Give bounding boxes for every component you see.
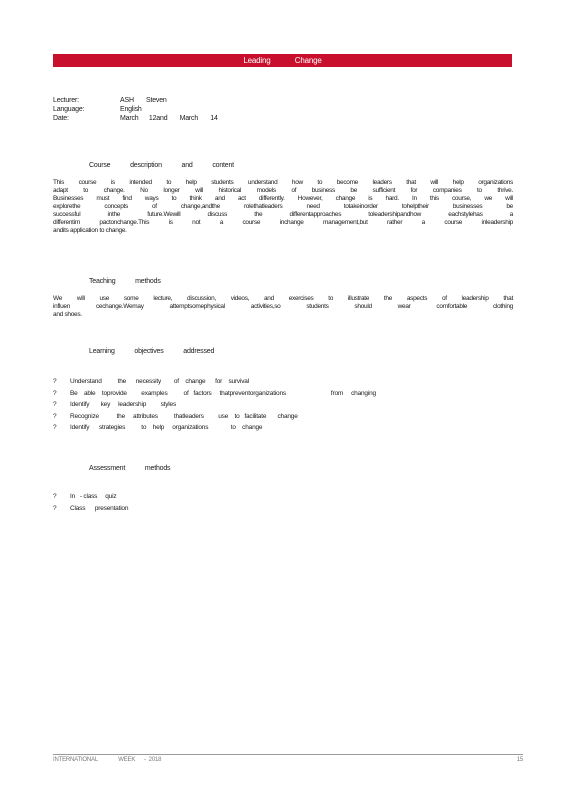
- bullet-glyph: ?: [53, 493, 57, 500]
- assessment-list: [53, 491, 128, 514]
- meta-key: Lecturer:: [53, 97, 79, 104]
- list-item: ? Understand the necessity of change for survival: [53, 376, 376, 388]
- page-number: 15: [516, 757, 523, 763]
- meta-value: ASH Steven: [120, 97, 167, 104]
- meta-language: [53, 105, 218, 114]
- course-meta: [53, 96, 218, 123]
- bullet-glyph: ?: [53, 401, 57, 408]
- page-title: Leading Change: [243, 56, 322, 65]
- footer-divider: [53, 754, 523, 755]
- meta-date: [53, 114, 218, 123]
- text-line: We will use some lecture, discussion, videos, and exercises to illustrate the aspects of leadership that: [53, 295, 513, 302]
- list-item: ? Identify key leadership styles: [53, 399, 376, 411]
- meta-value: March 12and March 14: [120, 115, 218, 122]
- list-item: ? Recognize the attributes thatleaders use to facilitate change: [53, 411, 376, 423]
- text-line: This course is intended to help students understand how to become leaders that will help organizations: [53, 179, 513, 186]
- teaching-heading: Teaching methods: [89, 278, 161, 285]
- text-line: differentim pactonchange.This is not a course inchange management,but rather a course inleadership: [53, 219, 513, 226]
- meta-key: Date:: [53, 115, 69, 122]
- course-description: [53, 179, 513, 235]
- text-line: influen cechange.Wemay attemptsomephysical activities,so students should wear comfortable clothing: [53, 303, 513, 310]
- list-item: ? Class presentation: [53, 503, 128, 515]
- list-item: ? Identify strategies to help organizations to change: [53, 422, 376, 434]
- text-line: and shoes.: [53, 311, 82, 318]
- assessment-heading: Assessment methods: [89, 465, 171, 472]
- text-line: explorethe concepts of change,andthe rolethatleaders need totakeinorder tohelptheir businesses be: [53, 203, 513, 210]
- bullet-glyph: ?: [53, 389, 57, 397]
- footer-label: INTERNATIONAL WEEK - 2018: [53, 757, 162, 763]
- text-line: andits application to change.: [53, 227, 127, 234]
- objectives-heading: Learning objectives addressed: [89, 348, 215, 355]
- page-footer: [53, 757, 523, 763]
- bullet-glyph: ?: [53, 424, 57, 431]
- bullet-glyph: ?: [53, 378, 57, 385]
- text-line: successful inthe future.Wewill discuss the differentapproaches toleadershipandhow eachstylehas a: [53, 211, 513, 218]
- teaching-description: [53, 295, 513, 319]
- text-line: adapt to change. No longer will historical models of business be sufficient for companies to thrive.: [53, 187, 513, 194]
- meta-lecturer: [53, 96, 218, 105]
- list-item: ? In - class quiz: [53, 491, 128, 503]
- page-title-bar: [53, 54, 512, 67]
- text-line: Businesses must find ways to think and act differently. However, change is hard. In this course, we will: [53, 195, 513, 202]
- meta-key: Language:: [53, 106, 85, 113]
- meta-value: English: [120, 106, 142, 113]
- bullet-glyph: ?: [53, 412, 57, 420]
- objectives-list: [53, 376, 376, 434]
- course-heading: Course description and content: [89, 162, 234, 169]
- list-item: ? Be able toprovide examples of factors thatpreventorganizations from changing: [53, 388, 376, 400]
- bullet-glyph: ?: [53, 504, 57, 512]
